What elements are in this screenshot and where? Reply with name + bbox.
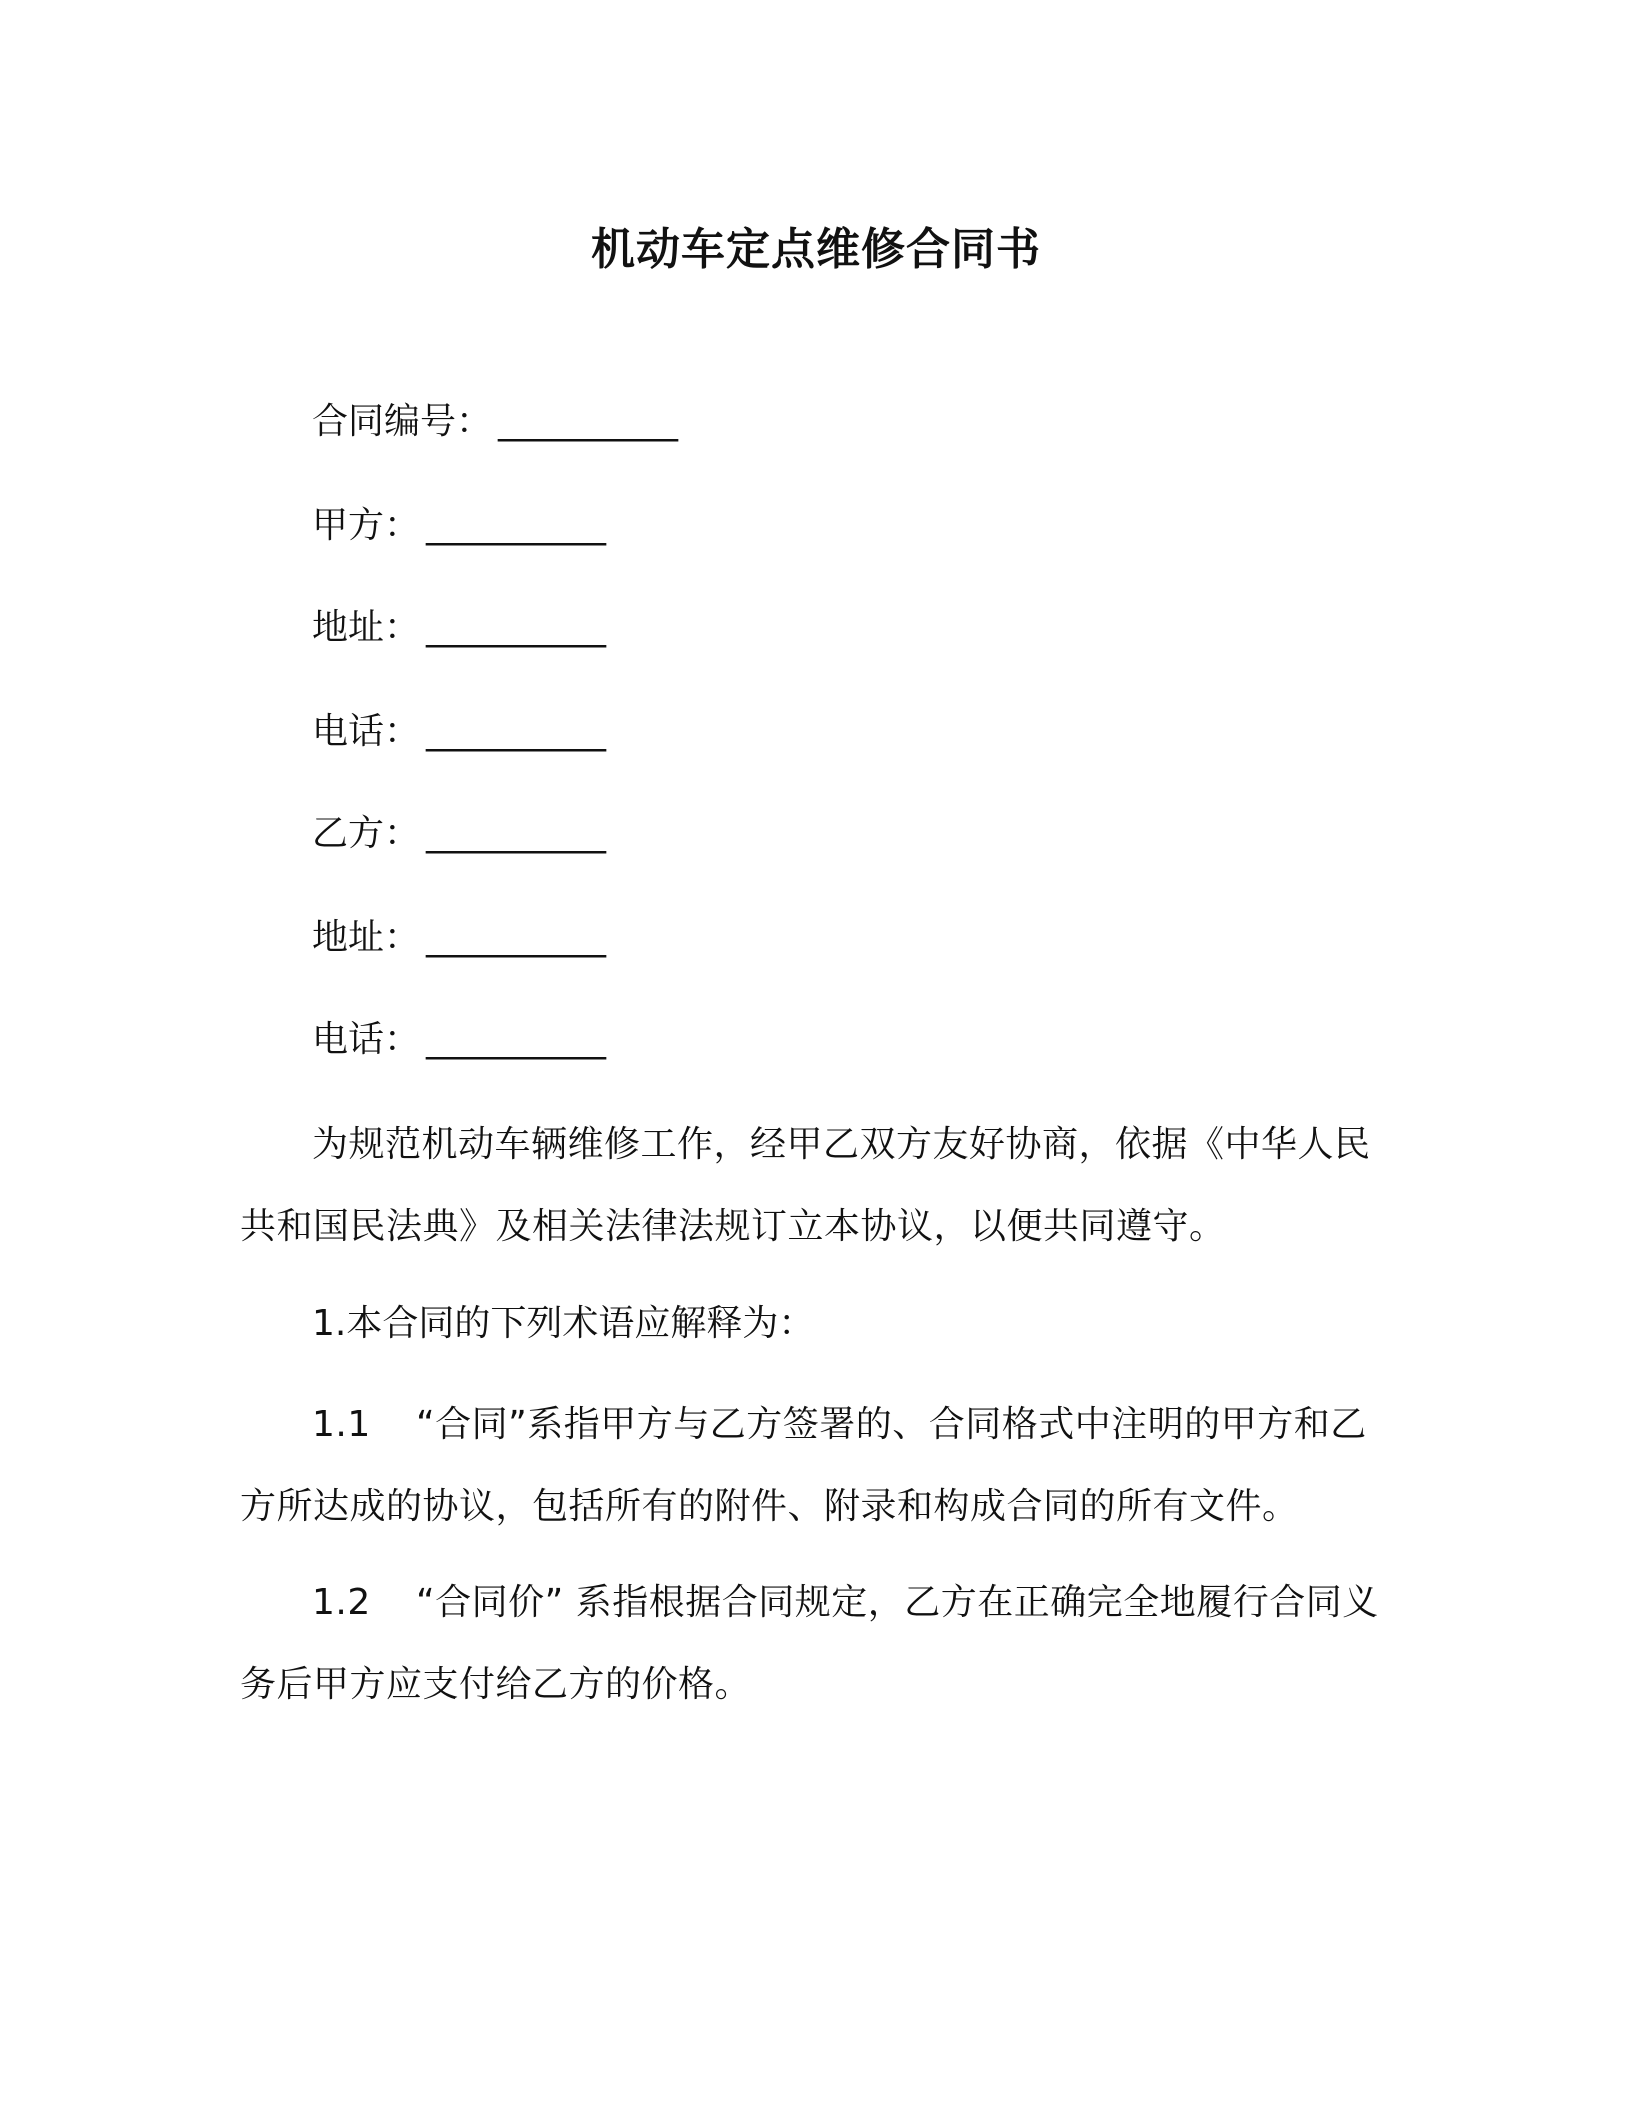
field-blank: __________ [426,607,607,648]
clause-number: 1.2 [312,1582,371,1623]
field-party-a [312,500,606,552]
field-blank: __________ [426,505,607,546]
field-blank: __________ [426,711,607,752]
clause-number: 1.1 [312,1404,371,1445]
section-heading: 1.本合同的下列术语应解释为： [312,1303,815,1344]
field-party-a-phone [312,706,606,758]
field-party-a-address [312,602,606,654]
intro-paragraph: 为规范机动车辆维修工作，经甲乙双方友好协商，依据《中华人民共和国民法典》及相关法律法规订立本协议，以便共同遵守。 [240,1124,1371,1247]
field-party-b [312,808,606,860]
field-label: 地址： [312,917,421,958]
clause-1-1 [240,1384,1380,1548]
field-label: 电话： [312,1019,421,1060]
document-title: 机动车定点维修合同书 [591,224,1041,275]
clause-1-2 [240,1562,1380,1726]
clause-text: “合同”系指甲方与乙方签署的、合同格式中注明的甲方和乙方所达成的协议，包括所有的附件、附录和构成合同的所有文件。 [240,1404,1367,1527]
field-label: 甲方： [312,505,421,546]
field-label: 电话： [312,711,421,752]
clause-text: “合同价” 系指根据合同规定，乙方在正确完全地履行合同义务后甲方应支付给乙方的价格。 [240,1582,1379,1705]
field-contract-number [312,396,678,448]
field-label: 乙方： [312,813,421,854]
field-blank: __________ [426,1019,607,1060]
field-label: 地址： [312,607,421,648]
field-party-b-phone [312,1014,606,1066]
field-label: 合同编号： [312,401,493,442]
field-blank: __________ [498,401,679,442]
field-party-b-address [312,912,606,964]
field-blank: __________ [426,917,607,958]
field-blank: __________ [426,813,607,854]
